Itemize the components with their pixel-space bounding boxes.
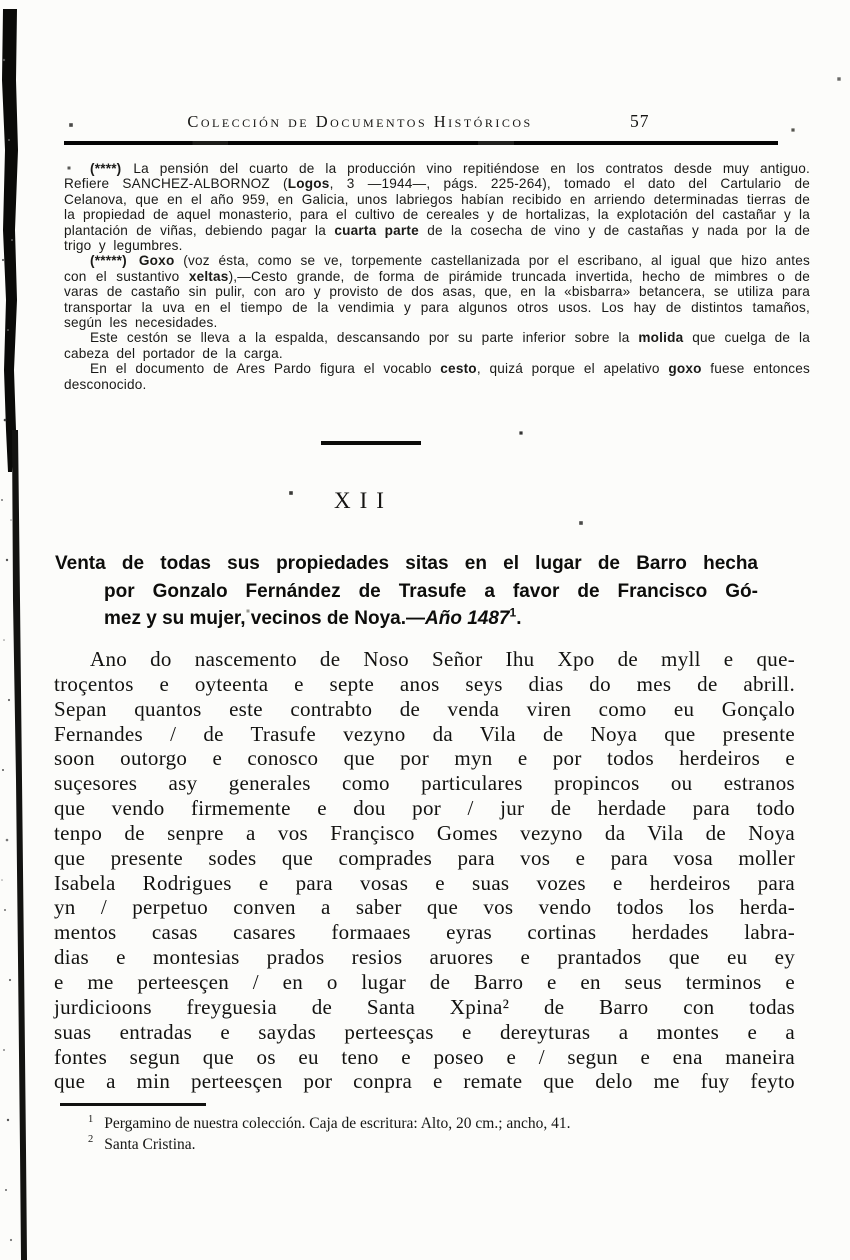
body-text-line: tenpo de senpre a vos Françisco Gomes vezyno da Vila de Noya <box>54 820 795 845</box>
body-text-line: fontes segun que os eu teno e poseo e / segun e ena maneira <box>54 1044 795 1069</box>
document-title-year: Año 1487 <box>425 608 510 629</box>
footnote-text: fuese entonces desconocido. <box>64 361 810 392</box>
body-text-line: yn / perpetuo conven a saber que vos vendo todos los herda- <box>54 895 795 920</box>
footnote-text: La pensión del cuarto de la producción vino repitiéndose en los contratos desde muy antiguo. Refiere SANCHEZ-ALBORNOZ ( <box>64 161 810 192</box>
body-text-line: mentos casas casares formaaes eyras cortinas herdades labra- <box>54 920 795 945</box>
section-number: XII <box>334 488 393 513</box>
document-title-line <box>55 605 758 633</box>
body-text-line: Isabela Rodrigues e para vosas e suas vozes e herdeiros para <box>54 870 795 895</box>
document-title-text: mez y su mujer, vecinos de Noya.— <box>104 608 426 629</box>
body-text-line: que vendo firmemente e dou por / jur de herdade para todo <box>54 796 795 821</box>
binding-shadow-artifact <box>0 0 34 1260</box>
top-footnote-paragraph <box>64 253 810 330</box>
body-text-line: suas entradas e saydas perteesças e dereyturas a montes e a <box>54 1019 795 1044</box>
page-number: 57 <box>630 111 650 131</box>
footnote-text: xeltas <box>188 268 229 284</box>
footnote-text: Este cestón se lleva a la espalda, descansando por su parte inferior sobre la <box>90 330 639 346</box>
transcription-body <box>54 647 795 1094</box>
running-head-title: Colección de Documentos Históricos <box>187 112 533 131</box>
document-title-line: por Gonzalo Fernández de Trasufe a favor de Francisco Gó- <box>104 580 758 602</box>
footnote-separator-rule <box>60 1103 206 1106</box>
section-divider-rule <box>321 441 421 445</box>
top-footnote-paragraph <box>64 330 810 361</box>
header-rule <box>64 141 778 145</box>
footnote-text: cuarta parte <box>334 222 419 238</box>
body-text-line: Ano do nascemento de Noso Señor Ihu Xpo de myll e que- <box>90 647 795 671</box>
body-text-line: jurdicioons freyguesia de Santa Xpina² de Barro con todas <box>54 994 795 1019</box>
footnote-text: Logos <box>287 176 330 192</box>
footnote-text: Goxo <box>138 253 175 269</box>
footnote-text: Santa Cristina. <box>104 1135 196 1153</box>
body-text-line: troçentos e oyteenta e septe anos seys dias do mes de abrill. <box>54 671 795 696</box>
footnote-text: molida <box>638 330 684 346</box>
footnote-text: cesto <box>440 361 477 377</box>
footnote-text: Pergamino de nuestra colección. Caja de escritura: Alto, 20 cm.; ancho, 41. <box>104 1115 571 1132</box>
footnote-text: (voz ésta, como se ve, torpemente castellanizada por el escribano, al igual que hizo antes con el sustantivo <box>64 253 810 284</box>
footnote-text: , 3 —1944—, págs. 225-264), tomado el dato del Cartulario de Celanova, que en el año 959, en Galicia, unos labriegos habían recibido en arriendo determinadas tierras de la propiedad de aquel monasterio, para el cultivo de cereales y de hortalizas, la explotación del castañar y la plantación de viñas, debiendo pagar la <box>64 176 810 238</box>
footnote-text: goxo <box>668 361 702 377</box>
body-text-line: que a min perteesçen por conpra e remate que delo me fuy feyto <box>54 1069 795 1094</box>
document-title <box>55 550 758 633</box>
scan-speckles <box>0 0 2 2</box>
bottom-footnotes-block <box>64 1114 804 1155</box>
body-text-line: suçesores asy generales como particulares propincos ou estranos <box>54 771 795 796</box>
body-text-line: soon outorgo e conosco que por myn e por todos herdeiros e <box>54 746 795 771</box>
body-text-line: Sepan quantos este contrabto de venda viren como eu Gonçalo <box>54 696 795 721</box>
footnote-text: En el documento de Ares Pardo figura el vocablo <box>90 361 441 377</box>
footnote-text: que cuelga de la cabeza del portador de la carga. <box>64 330 810 361</box>
bottom-footnote <box>64 1135 804 1156</box>
footnote-marker: (*****) <box>90 253 127 269</box>
body-text-line: dias e montesias prados resios aruores e prantados que eu ey <box>54 945 795 970</box>
top-footnote-paragraph <box>64 361 810 392</box>
footnote-text: de la cosecha de vino y de castañas y nada por la de trigo y legumbres. <box>64 222 810 254</box>
document-title-text: . <box>516 608 522 629</box>
footnote-marker: (****) <box>90 161 122 176</box>
bottom-footnote <box>64 1114 804 1135</box>
footnote-text: ),—Cesto grande, de forma de pirámide truncada invertida, hecho de mimbres o de varas de castaño sin pulir, con aro y provisto de dos asas, que, en la «bisbarra» betancera, se utiliza para transportar la uva en el tiempo de la vendimia y para algunos otros usos. Los hay de distintos tamaños, según les necesidades. <box>64 268 811 331</box>
footnote-ref: 1 <box>88 1113 94 1125</box>
body-text-line: Fernandes / de Trasufe vezyno da Vila de Noya que presente <box>54 721 795 746</box>
top-footnotes-block <box>64 161 810 392</box>
footnote-text: , quizá porque el apelativo <box>476 361 669 377</box>
top-footnote-paragraph <box>64 161 810 253</box>
body-text-line: que presente sodes que comprades para vos e para vosa moller <box>54 845 795 870</box>
footnote-ref: 2 <box>88 1134 94 1146</box>
footnote-ref: 1 <box>509 605 517 620</box>
body-text-line: e me perteesçen / en o lugar de Barro e en seus terminos e <box>54 969 795 994</box>
document-title-line: Venta de todas sus propiedades sitas en el lugar de Barro hecha <box>55 553 758 574</box>
